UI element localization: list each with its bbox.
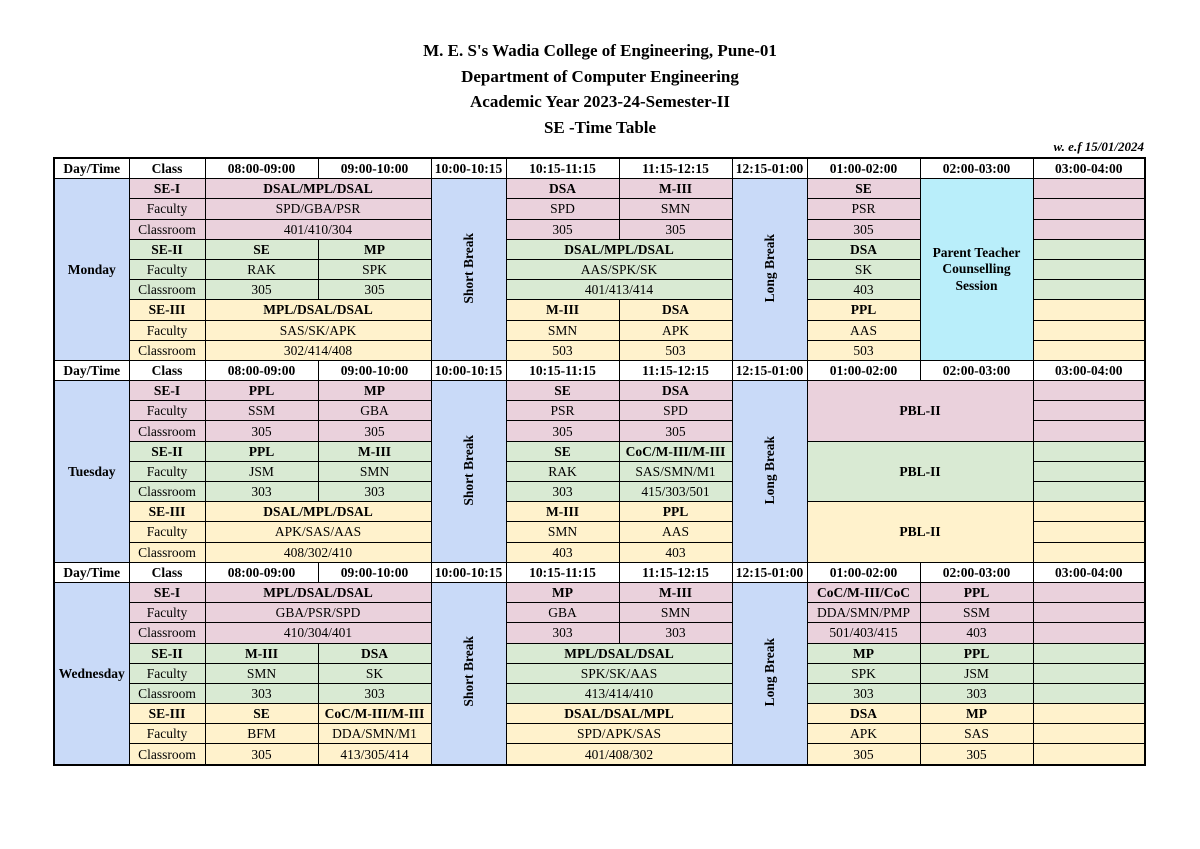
class-label: SE-II [129, 239, 205, 259]
class-label: SE-III [129, 300, 205, 320]
counselling-session-label: Parent Teacher Counselling Session [932, 244, 1021, 293]
subject-cell: CoC/M-III/M-III [318, 704, 431, 724]
table-row [54, 623, 1145, 643]
empty-cell [1033, 623, 1145, 643]
effective-date: w. e.f 15/01/2024 [1053, 139, 1144, 154]
subject-cell: SE [807, 179, 920, 199]
row-label: Classroom [129, 744, 205, 765]
classroom-cell: 413/414/410 [506, 683, 732, 703]
empty-cell [1033, 401, 1145, 421]
column-header: 10:15-11:15 [506, 158, 619, 179]
classroom-cell: 415/303/501 [619, 482, 732, 502]
classroom-cell: 501/403/415 [807, 623, 920, 643]
column-header: 02:00-03:00 [920, 158, 1033, 179]
counselling-session-cell [920, 179, 1033, 361]
empty-cell [1033, 441, 1145, 461]
subject-cell: MPL/DSAL/DSAL [506, 643, 732, 663]
row-label: Classroom [129, 623, 205, 643]
column-header: 10:00-10:15 [431, 360, 506, 380]
long-break-cell [732, 179, 807, 361]
subject-cell: DSA [807, 239, 920, 259]
table-row [54, 603, 1145, 623]
column-header: 03:00-04:00 [1033, 360, 1145, 380]
faculty-cell: SSM [205, 401, 318, 421]
column-header: Day/Time [54, 158, 129, 179]
row-label: Classroom [129, 421, 205, 441]
classroom-cell: 305 [619, 421, 732, 441]
faculty-cell: GBA/PSR/SPD [205, 603, 431, 623]
class-label: SE-I [129, 179, 205, 199]
empty-cell [1033, 421, 1145, 441]
column-header: 11:15-12:15 [619, 360, 732, 380]
column-header: 02:00-03:00 [920, 360, 1033, 380]
subject-cell: CoC/M-III/M-III [619, 441, 732, 461]
classroom-cell: 401/408/302 [506, 744, 732, 765]
empty-cell [1033, 259, 1145, 279]
faculty-cell: SPD/GBA/PSR [205, 199, 431, 219]
faculty-cell: SAS [920, 724, 1033, 744]
long-break-cell [732, 582, 807, 764]
row-label: Faculty [129, 401, 205, 421]
faculty-cell: SPD [619, 401, 732, 421]
subject-cell: PPL [920, 582, 1033, 602]
faculty-cell: APK/SAS/AAS [205, 522, 431, 542]
column-header: 10:00-10:15 [431, 562, 506, 582]
faculty-cell: SMN [506, 320, 619, 340]
subject-cell: MP [920, 704, 1033, 724]
empty-cell [1033, 603, 1145, 623]
faculty-cell: SPK/SK/AAS [506, 663, 732, 683]
day-label: Monday [54, 179, 129, 361]
empty-cell [1033, 239, 1145, 259]
table-row [54, 744, 1145, 765]
classroom-cell: 305 [619, 219, 732, 239]
empty-cell [1033, 542, 1145, 562]
classroom-cell: 305 [506, 421, 619, 441]
subject-cell: MPL/DSAL/DSAL [205, 300, 431, 320]
day-label: Tuesday [54, 381, 129, 563]
college-name: M. E. S's Wadia College of Engineering, Pune-01 [423, 41, 777, 60]
subject-cell: MP [506, 582, 619, 602]
row-label: Classroom [129, 340, 205, 360]
class-label: SE-II [129, 643, 205, 663]
column-header: 11:15-12:15 [619, 562, 732, 582]
classroom-cell: 303 [807, 683, 920, 703]
short-break-label: Short Break [461, 636, 476, 708]
empty-cell [1033, 461, 1145, 481]
subject-cell: PPL [807, 300, 920, 320]
column-header: 11:15-12:15 [619, 158, 732, 179]
faculty-cell: SAS/SK/APK [205, 320, 431, 340]
table-row [54, 502, 1145, 522]
column-header: 02:00-03:00 [920, 562, 1033, 582]
faculty-cell: SPK [807, 663, 920, 683]
long-break-cell [732, 381, 807, 563]
classroom-cell: 303 [920, 683, 1033, 703]
short-break-label: Short Break [461, 434, 476, 506]
empty-cell [1033, 663, 1145, 683]
subject-cell: M-III [506, 502, 619, 522]
long-break-label: Long Break [762, 637, 777, 706]
faculty-cell: SPD [506, 199, 619, 219]
faculty-cell: SPD/APK/SAS [506, 724, 732, 744]
short-break-cell [431, 381, 506, 563]
short-break-cell [431, 582, 506, 764]
faculty-cell: APK [807, 724, 920, 744]
subject-cell: DSA [807, 704, 920, 724]
table-row [54, 683, 1145, 703]
classroom-cell: 305 [205, 280, 318, 300]
column-header: 03:00-04:00 [1033, 562, 1145, 582]
faculty-cell: DDA/SMN/PMP [807, 603, 920, 623]
row-label: Classroom [129, 219, 205, 239]
long-break-label: Long Break [762, 435, 777, 505]
faculty-cell: PSR [807, 199, 920, 219]
column-header: 08:00-09:00 [205, 562, 318, 582]
column-header: 09:00-10:00 [318, 360, 431, 380]
column-header: 01:00-02:00 [807, 562, 920, 582]
faculty-cell: SMN [619, 199, 732, 219]
classroom-cell: 401/413/414 [506, 280, 732, 300]
row-label: Faculty [129, 199, 205, 219]
subject-cell: MP [318, 381, 431, 401]
classroom-cell: 403 [619, 542, 732, 562]
classroom-cell: 503 [807, 340, 920, 360]
row-label: Faculty [129, 320, 205, 340]
pbl-cell: PBL-II [807, 441, 1033, 502]
column-header: 09:00-10:00 [318, 562, 431, 582]
subject-cell: DSA [619, 381, 732, 401]
subject-cell: PPL [205, 381, 318, 401]
classroom-cell: 302/414/408 [205, 340, 431, 360]
subject-cell: M-III [619, 582, 732, 602]
faculty-cell: SK [807, 259, 920, 279]
faculty-cell: SMN [619, 603, 732, 623]
faculty-cell: AAS [807, 320, 920, 340]
faculty-cell: SPK [318, 259, 431, 279]
faculty-cell: BFM [205, 724, 318, 744]
table-row [54, 704, 1145, 724]
column-header: 12:15-01:00 [732, 360, 807, 380]
academic-year: Academic Year 2023-24-Semester-II [470, 92, 730, 111]
classroom-cell: 305 [318, 280, 431, 300]
classroom-cell: 503 [619, 340, 732, 360]
table-row [54, 663, 1145, 683]
table-row [54, 441, 1145, 461]
table-row [54, 582, 1145, 602]
empty-cell [1033, 724, 1145, 744]
row-label: Faculty [129, 259, 205, 279]
empty-cell [1033, 280, 1145, 300]
empty-cell [1033, 320, 1145, 340]
subject-cell: DSA [318, 643, 431, 663]
column-header: Day/Time [54, 360, 129, 380]
faculty-cell: APK [619, 320, 732, 340]
subject-cell: M-III [318, 441, 431, 461]
subject-cell: MP [318, 239, 431, 259]
column-header: 12:15-01:00 [732, 158, 807, 179]
faculty-cell: AAS [619, 522, 732, 542]
subject-cell: CoC/M-III/CoC [807, 582, 920, 602]
row-label: Classroom [129, 280, 205, 300]
faculty-cell: RAK [205, 259, 318, 279]
classroom-cell: 303 [506, 623, 619, 643]
classroom-cell: 305 [807, 219, 920, 239]
subject-cell: MPL/DSAL/DSAL [205, 582, 431, 602]
empty-cell [1033, 744, 1145, 765]
empty-cell [1033, 582, 1145, 602]
long-break-label: Long Break [762, 233, 777, 303]
pbl-cell: PBL-II [807, 502, 1033, 563]
column-header: 08:00-09:00 [205, 360, 318, 380]
empty-cell [1033, 502, 1145, 522]
column-header: 09:00-10:00 [318, 158, 431, 179]
subject-cell: M-III [506, 300, 619, 320]
column-header: 10:00-10:15 [431, 158, 506, 179]
subject-cell: SE [205, 704, 318, 724]
classroom-cell: 401/410/304 [205, 219, 431, 239]
faculty-cell: SMN [205, 663, 318, 683]
empty-cell [1033, 381, 1145, 401]
classroom-cell: 305 [807, 744, 920, 765]
empty-cell [1033, 482, 1145, 502]
column-header: Day/Time [54, 562, 129, 582]
classroom-cell: 403 [807, 280, 920, 300]
header-row [54, 360, 1145, 380]
classroom-cell: 305 [318, 421, 431, 441]
empty-cell [1033, 179, 1145, 199]
subject-cell: SE [205, 239, 318, 259]
empty-cell [1033, 199, 1145, 219]
department-name: Department of Computer Engineering [461, 66, 739, 86]
short-break-cell [431, 179, 506, 361]
classroom-cell: 305 [205, 421, 318, 441]
empty-cell [1033, 522, 1145, 542]
header-row [54, 562, 1145, 582]
class-label: SE-I [129, 381, 205, 401]
faculty-cell: JSM [205, 461, 318, 481]
faculty-cell: GBA [318, 401, 431, 421]
subject-cell: DSAL/MPL/DSAL [205, 179, 431, 199]
subject-cell: PPL [920, 643, 1033, 663]
header-row [54, 158, 1145, 179]
class-label: SE-II [129, 441, 205, 461]
classroom-cell: 305 [205, 744, 318, 765]
pbl-cell: PBL-II [807, 381, 1033, 442]
classroom-cell: 303 [205, 482, 318, 502]
classroom-cell: 303 [506, 482, 619, 502]
subject-cell: SE [506, 381, 619, 401]
subject-cell: M-III [205, 643, 318, 663]
table-title: SE -Time Table [543, 117, 657, 137]
column-header: 12:15-01:00 [732, 562, 807, 582]
faculty-cell: JSM [920, 663, 1033, 683]
classroom-cell: 303 [318, 683, 431, 703]
classroom-cell: 303 [205, 683, 318, 703]
table-row [54, 381, 1145, 401]
column-header: Class [129, 562, 205, 582]
empty-cell [1033, 300, 1145, 320]
faculty-cell: SK [318, 663, 431, 683]
class-label: SE-III [129, 502, 205, 522]
classroom-cell: 413/305/414 [318, 744, 431, 765]
class-label: SE-I [129, 582, 205, 602]
row-label: Faculty [129, 724, 205, 744]
subject-cell: PPL [205, 441, 318, 461]
column-header: 10:15-11:15 [506, 360, 619, 380]
table-row [54, 724, 1145, 744]
subject-cell: DSA [506, 179, 619, 199]
subject-cell: DSAL/DSAL/MPL [506, 704, 732, 724]
subject-cell: DSAL/MPL/DSAL [205, 502, 431, 522]
timetable [53, 157, 1146, 766]
faculty-cell: SAS/SMN/M1 [619, 461, 732, 481]
row-label: Faculty [129, 522, 205, 542]
faculty-cell: GBA [506, 603, 619, 623]
row-label: Faculty [129, 603, 205, 623]
classroom-cell: 403 [506, 542, 619, 562]
faculty-cell: SSM [920, 603, 1033, 623]
table-row [54, 179, 1145, 199]
classroom-cell: 303 [619, 623, 732, 643]
classroom-cell: 410/304/401 [205, 623, 431, 643]
faculty-cell: RAK [506, 461, 619, 481]
column-header: Class [129, 158, 205, 179]
subject-cell: SE [506, 441, 619, 461]
day-label: Wednesday [54, 582, 129, 764]
subject-cell: DSA [619, 300, 732, 320]
column-header: 01:00-02:00 [807, 158, 920, 179]
classroom-cell: 305 [506, 219, 619, 239]
faculty-cell: AAS/SPK/SK [506, 259, 732, 279]
classroom-cell: 503 [506, 340, 619, 360]
column-header: 08:00-09:00 [205, 158, 318, 179]
classroom-cell: 305 [920, 744, 1033, 765]
empty-cell [1033, 683, 1145, 703]
row-label: Faculty [129, 461, 205, 481]
row-label: Faculty [129, 663, 205, 683]
empty-cell [1033, 219, 1145, 239]
short-break-label: Short Break [461, 232, 476, 304]
classroom-cell: 303 [318, 482, 431, 502]
row-label: Classroom [129, 542, 205, 562]
column-header: 03:00-04:00 [1033, 158, 1145, 179]
subject-cell: DSAL/MPL/DSAL [506, 239, 732, 259]
subject-cell: M-III [619, 179, 732, 199]
row-label: Classroom [129, 482, 205, 502]
table-row [54, 643, 1145, 663]
column-header: 01:00-02:00 [807, 360, 920, 380]
class-label: SE-III [129, 704, 205, 724]
column-header: Class [129, 360, 205, 380]
faculty-cell: SMN [318, 461, 431, 481]
empty-cell [1033, 340, 1145, 360]
row-label: Classroom [129, 683, 205, 703]
column-header: 10:15-11:15 [506, 562, 619, 582]
classroom-cell: 408/302/410 [205, 542, 431, 562]
faculty-cell: PSR [506, 401, 619, 421]
subject-cell: PPL [619, 502, 732, 522]
faculty-cell: DDA/SMN/M1 [318, 724, 431, 744]
empty-cell [1033, 704, 1145, 724]
subject-cell: MP [807, 643, 920, 663]
faculty-cell: SMN [506, 522, 619, 542]
document-header [0, 38, 1200, 140]
classroom-cell: 403 [920, 623, 1033, 643]
empty-cell [1033, 643, 1145, 663]
